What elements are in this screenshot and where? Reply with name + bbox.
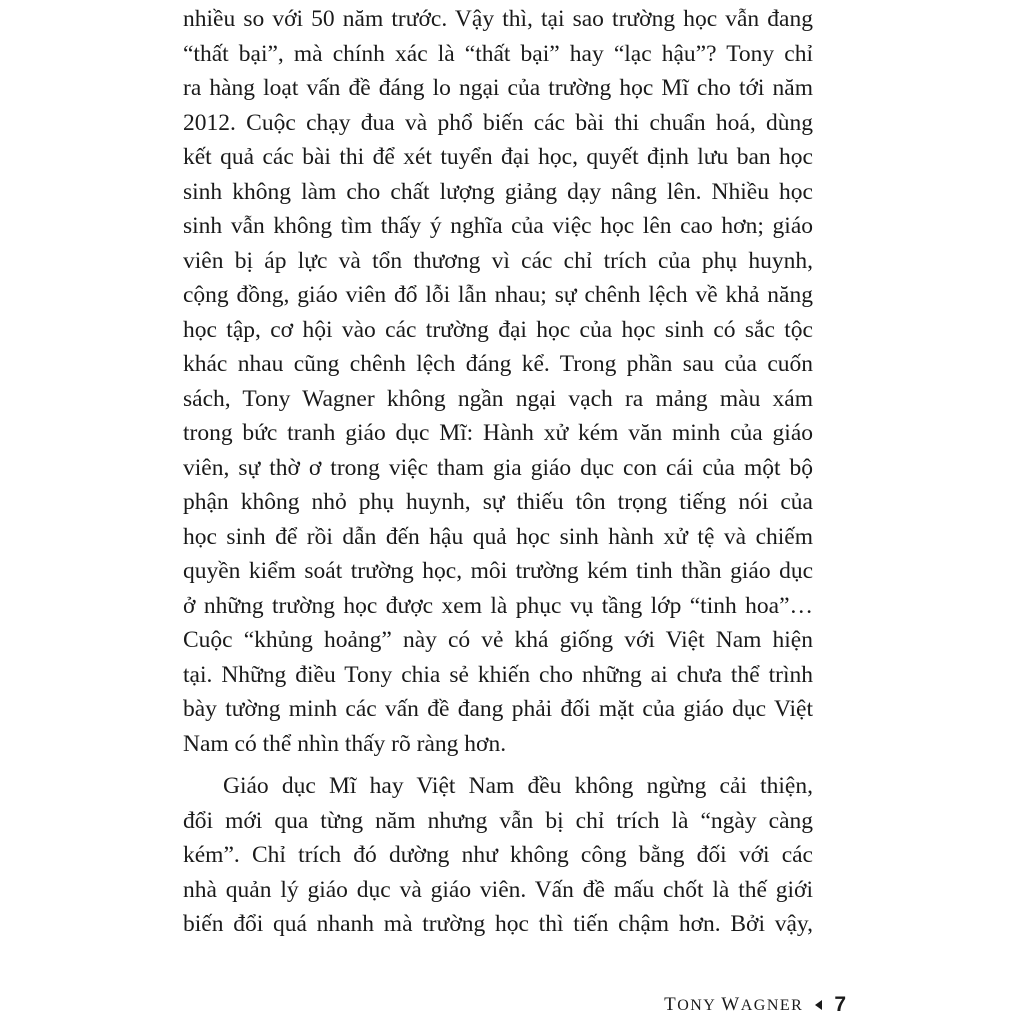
text-line: viên bị áp lực và tổn thương vì các chỉ trích của phụ huynh, [183, 247, 813, 274]
text-line: phận không nhỏ phụ huynh, sự thiếu tôn trọng tiếng nói của [183, 489, 813, 515]
text-line: kết quả các bài thi để xét tuyển đại học, quyết định lưu ban học [183, 144, 813, 170]
text-line: bày tường minh các vấn đề đang phải đối mặt của giáo dục Việt [183, 696, 813, 722]
paragraph-spacer [183, 761, 813, 769]
paragraph-2 [183, 769, 813, 942]
page-number: 7 [834, 993, 846, 1016]
text-line: kém”. Chỉ trích đó dường như không công bằng đối với các [183, 842, 813, 868]
text-line: học tập, cơ hội vào các trường đại học của học sinh có sắc tộc [183, 316, 813, 343]
text-line: sách, Tony Wagner không ngần ngại vạch ra mảng màu xám [183, 385, 813, 412]
text-line: trong bức tranh giáo dục Mĩ: Hành xử kém văn minh của giáo [183, 420, 813, 446]
text-line: ra hàng loạt vấn đề đáng lo ngại của trường học Mĩ cho tới năm [183, 75, 813, 101]
text-line: sinh vẫn không tìm thấy ý nghĩa của việc học lên cao hơn; giáo [183, 213, 813, 239]
text-line: cộng đồng, giáo viên đổ lỗi lẫn nhau; sự chênh lệch về khả năng [183, 282, 813, 308]
text-line: ở những trường học được xem là phục vụ tầng lớp “tinh hoa”… [183, 592, 813, 619]
running-head: TONY WAGNER [664, 994, 804, 1015]
text-line: khác nhau cũng chênh lệch đáng kể. Trong phần sau của cuốn [183, 351, 813, 377]
text-line: Nam có thể nhìn thấy rõ ràng hơn. [183, 730, 507, 757]
text-line: biến đổi quá nhanh mà trường học thì tiến chậm hơn. Bởi vậy, [183, 911, 813, 937]
page-footer [664, 990, 846, 1020]
text-line: Cuộc “khủng hoảng” này có vẻ khá giống với Việt Nam hiện [183, 627, 813, 653]
paragraph-1 [183, 2, 813, 761]
text-line: viên, sự thờ ơ trong việc tham gia giáo dục con cái của một bộ [183, 454, 813, 481]
text-line: sinh không làm cho chất lượng giảng dạy nâng lên. Nhiều học [183, 178, 813, 205]
text-line: “thất bại”, mà chính xác là “thất bại” hay “lạc hậu”? Tony chỉ [183, 40, 813, 67]
text-line: đổi mới qua từng năm nhưng vẫn bị chỉ trích là “ngày càng [183, 807, 813, 834]
text-line: học sinh để rồi dẫn đến hậu quả học sinh hành xử tệ và chiếm [183, 523, 813, 550]
text-line: nhà quản lý giáo dục và giáo viên. Vấn đề mấu chốt là thế giới [183, 876, 813, 903]
left-triangle-icon [815, 1000, 822, 1010]
text-line: 2012. Cuộc chạy đua và phổ biến các bài thi chuẩn hoá, dùng [183, 109, 813, 136]
text-line: tại. Những điều Tony chia sẻ khiến cho những ai chưa thể trình [183, 661, 813, 688]
text-line: nhiều so với 50 năm trước. Vậy thì, tại sao trường học vẫn đang [183, 6, 813, 32]
text-line: quyền kiểm soát trường học, môi trường kém tinh thần giáo dục [183, 558, 813, 584]
text-line: Giáo dục Mĩ hay Việt Nam đều không ngừng cải thiện, [223, 773, 813, 799]
body-text [183, 2, 813, 942]
